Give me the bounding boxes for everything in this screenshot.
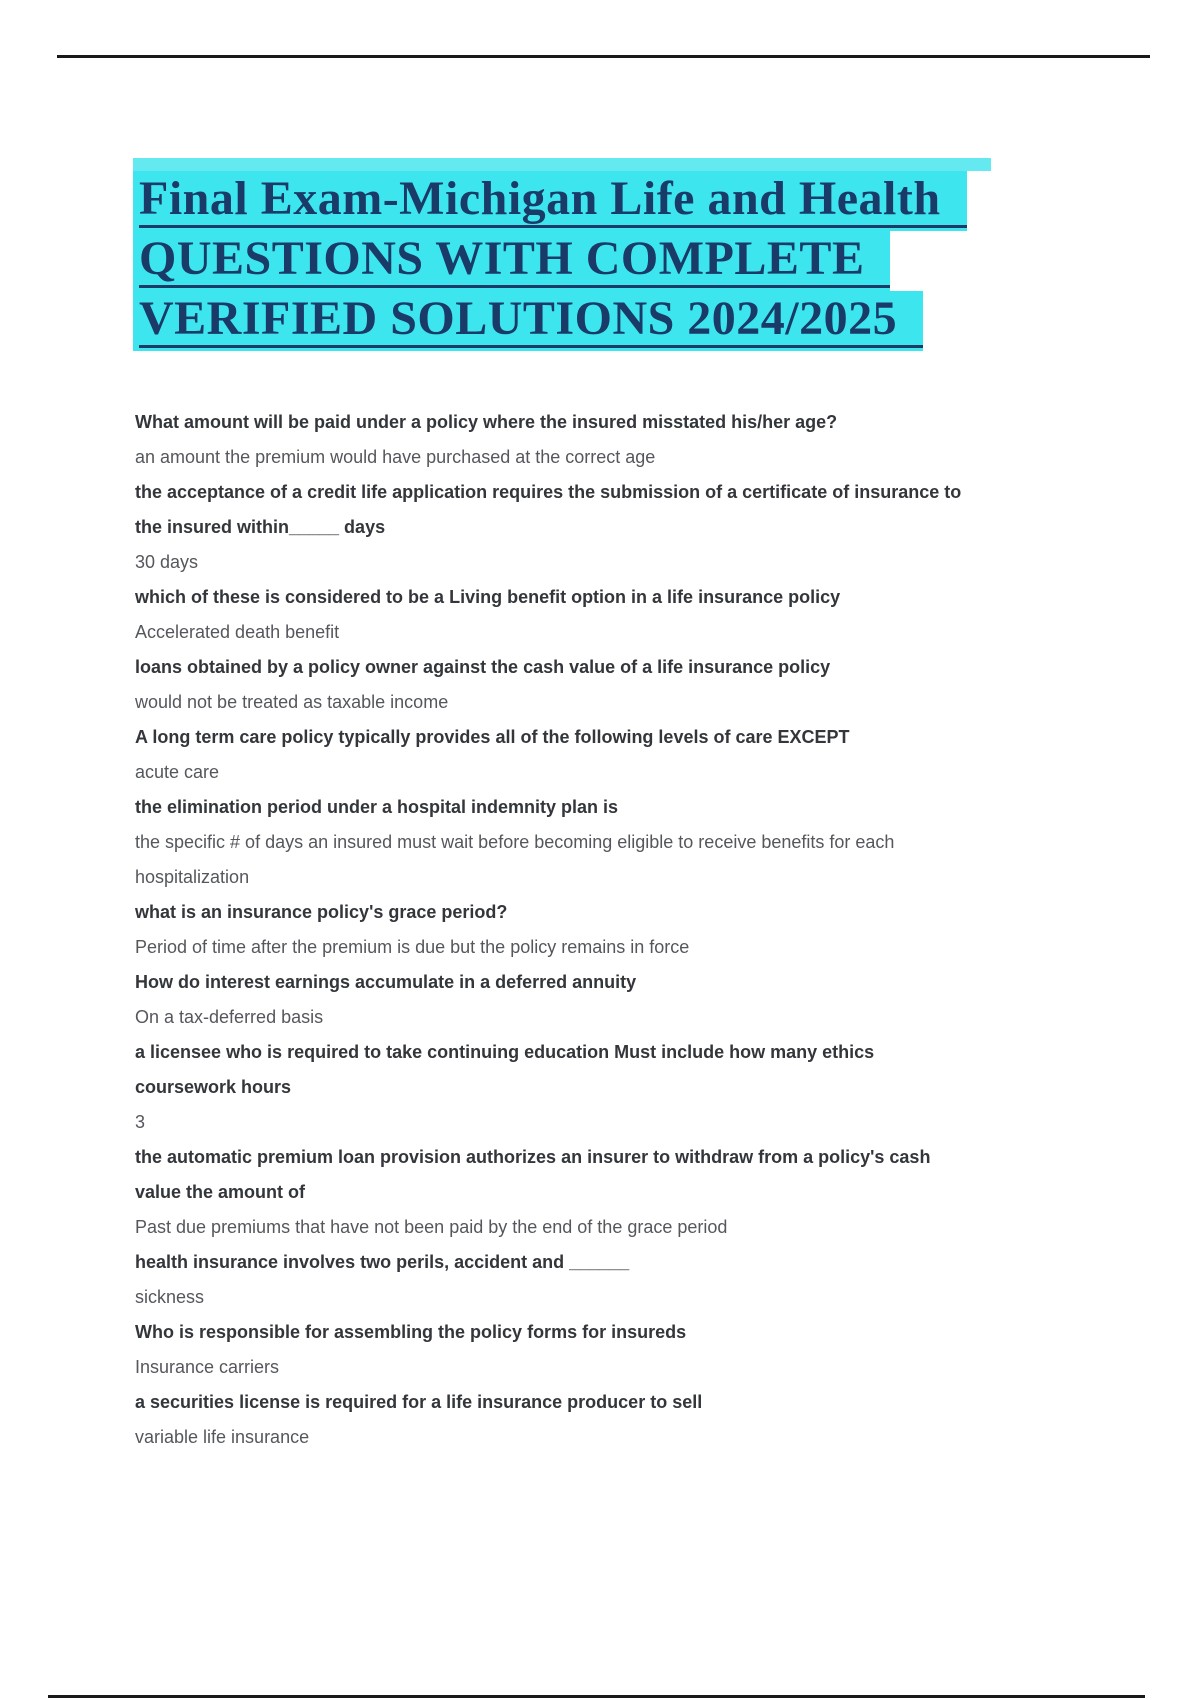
answer-text: Past due premiums that have not been paid by the end of the grace period xyxy=(135,1217,728,1237)
question-text: the insured within_____ days xyxy=(135,517,386,537)
question-text: which of these is considered to be a Living benefit option in a life insurance policy xyxy=(135,587,841,607)
question-text: loans obtained by a policy owner against the cash value of a life insurance policy xyxy=(135,657,831,677)
page-title-line-3 xyxy=(133,291,923,351)
question-text: the elimination period under a hospital indemnity plan is xyxy=(135,797,619,817)
answer-text: Insurance carriers xyxy=(135,1357,280,1377)
answer-text: the specific # of days an insured must wait before becoming eligible to receive benefits for each xyxy=(135,832,895,852)
page-title-line-2 xyxy=(133,231,890,291)
question-text: the automatic premium loan provision authorizes an insurer to withdraw from a policy's cash xyxy=(135,1147,931,1167)
question-text: the acceptance of a credit life application requires the submission of a certificate of insurance to xyxy=(135,482,962,502)
answer-text: sickness xyxy=(135,1287,205,1307)
question-text: A long term care policy typically provides all of the following levels of care EXCEPT xyxy=(135,727,850,747)
question-text: health insurance involves two perils, accident and ______ xyxy=(135,1252,630,1272)
answer-text: variable life insurance xyxy=(135,1427,310,1447)
answer-text: hospitalization xyxy=(135,867,250,887)
page-title-text: VERIFIED SOLUTIONS 2024/2025 xyxy=(139,293,923,348)
question-text: Who is responsible for assembling the policy forms for insureds xyxy=(135,1322,687,1342)
title-highlight-strip xyxy=(133,158,991,171)
question-text: what is an insurance policy's grace period? xyxy=(135,902,508,922)
answer-text: On a tax-deferred basis xyxy=(135,1007,324,1027)
question-text: What amount will be paid under a policy where the insured misstated his/her age? xyxy=(135,412,838,432)
qa-list xyxy=(135,405,1155,1455)
question-text: a securities license is required for a life insurance producer to sell xyxy=(135,1392,703,1412)
answer-text: 3 xyxy=(135,1112,146,1132)
question-text: a licensee who is required to take continuing education Must include how many ethics xyxy=(135,1042,875,1062)
question-text: coursework hours xyxy=(135,1077,292,1097)
page-title xyxy=(133,158,991,351)
answer-text: acute care xyxy=(135,762,220,782)
answer-text: Accelerated death benefit xyxy=(135,622,340,642)
page-title-text: Final Exam-Michigan Life and Health xyxy=(139,173,967,228)
answer-text: an amount the premium would have purchased at the correct age xyxy=(135,447,656,467)
page-title-line-1 xyxy=(133,171,967,231)
answer-text: Period of time after the premium is due but the policy remains in force xyxy=(135,937,690,957)
answer-text: 30 days xyxy=(135,552,199,572)
top-divider-rule xyxy=(57,55,1150,58)
page-title-text: QUESTIONS WITH COMPLETE xyxy=(139,233,890,288)
question-text: value the amount of xyxy=(135,1182,306,1202)
bottom-divider-rule xyxy=(48,1695,1145,1698)
answer-text: would not be treated as taxable income xyxy=(135,692,449,712)
question-text: How do interest earnings accumulate in a deferred annuity xyxy=(135,972,637,992)
